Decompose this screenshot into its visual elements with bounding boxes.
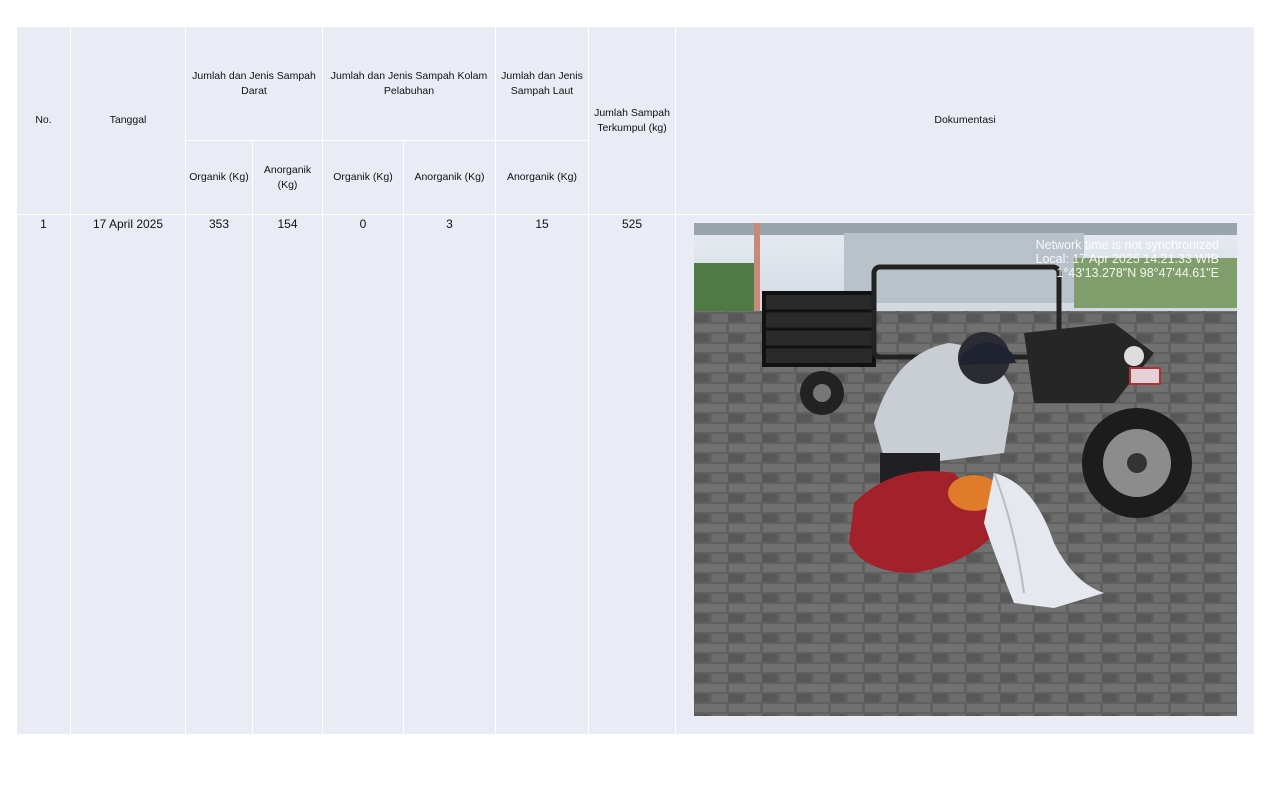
cell-harbor-organic: 0 [323,215,404,735]
header-total: Jumlah Sampah Terkumpul (kg) [589,27,676,215]
table-row [17,215,1255,735]
cell-land-organic: 353 [186,215,253,735]
waste-report-table [16,26,1255,735]
cell-harbor-inorganic: 3 [404,215,496,735]
header-no: No. [17,27,71,215]
header-documentation: Dokumentasi [676,27,1255,215]
header-date: Tanggal [71,27,186,215]
header-land-organic: Organik (Kg) [186,141,253,215]
documentation-photo [694,223,1237,716]
header-harbor-inorganic: Anorganik (Kg) [404,141,496,215]
header-sea-inorganic: Anorganik (Kg) [496,141,589,215]
photo-illustration [694,223,1237,716]
header-sea-group: Jumlah dan Jenis Sampah Laut [496,27,589,141]
header-harbor-group: Jumlah dan Jenis Sampah Kolam Pelabuhan [323,27,496,141]
cell-total: 525 [589,215,676,735]
photo-overlay-line3: 1°43'13.278"N 98°47'44.61"E [1055,266,1219,280]
header-land-group: Jumlah dan Jenis Sampah Darat [186,27,323,141]
cell-date: 17 April 2025 [71,215,186,735]
cell-land-inorganic: 154 [253,215,323,735]
header-harbor-organic: Organik (Kg) [323,141,404,215]
photo-overlay-line1: Network time is not synchronized [1035,238,1219,252]
photo-overlay-line2: Local: 17 Apr 2025 14.21.33 WIB [1035,252,1219,266]
cell-sea-inorganic: 15 [496,215,589,735]
header-land-inorganic: Anorganik (Kg) [253,141,323,215]
cell-documentation [676,215,1255,735]
cell-no: 1 [17,215,71,735]
